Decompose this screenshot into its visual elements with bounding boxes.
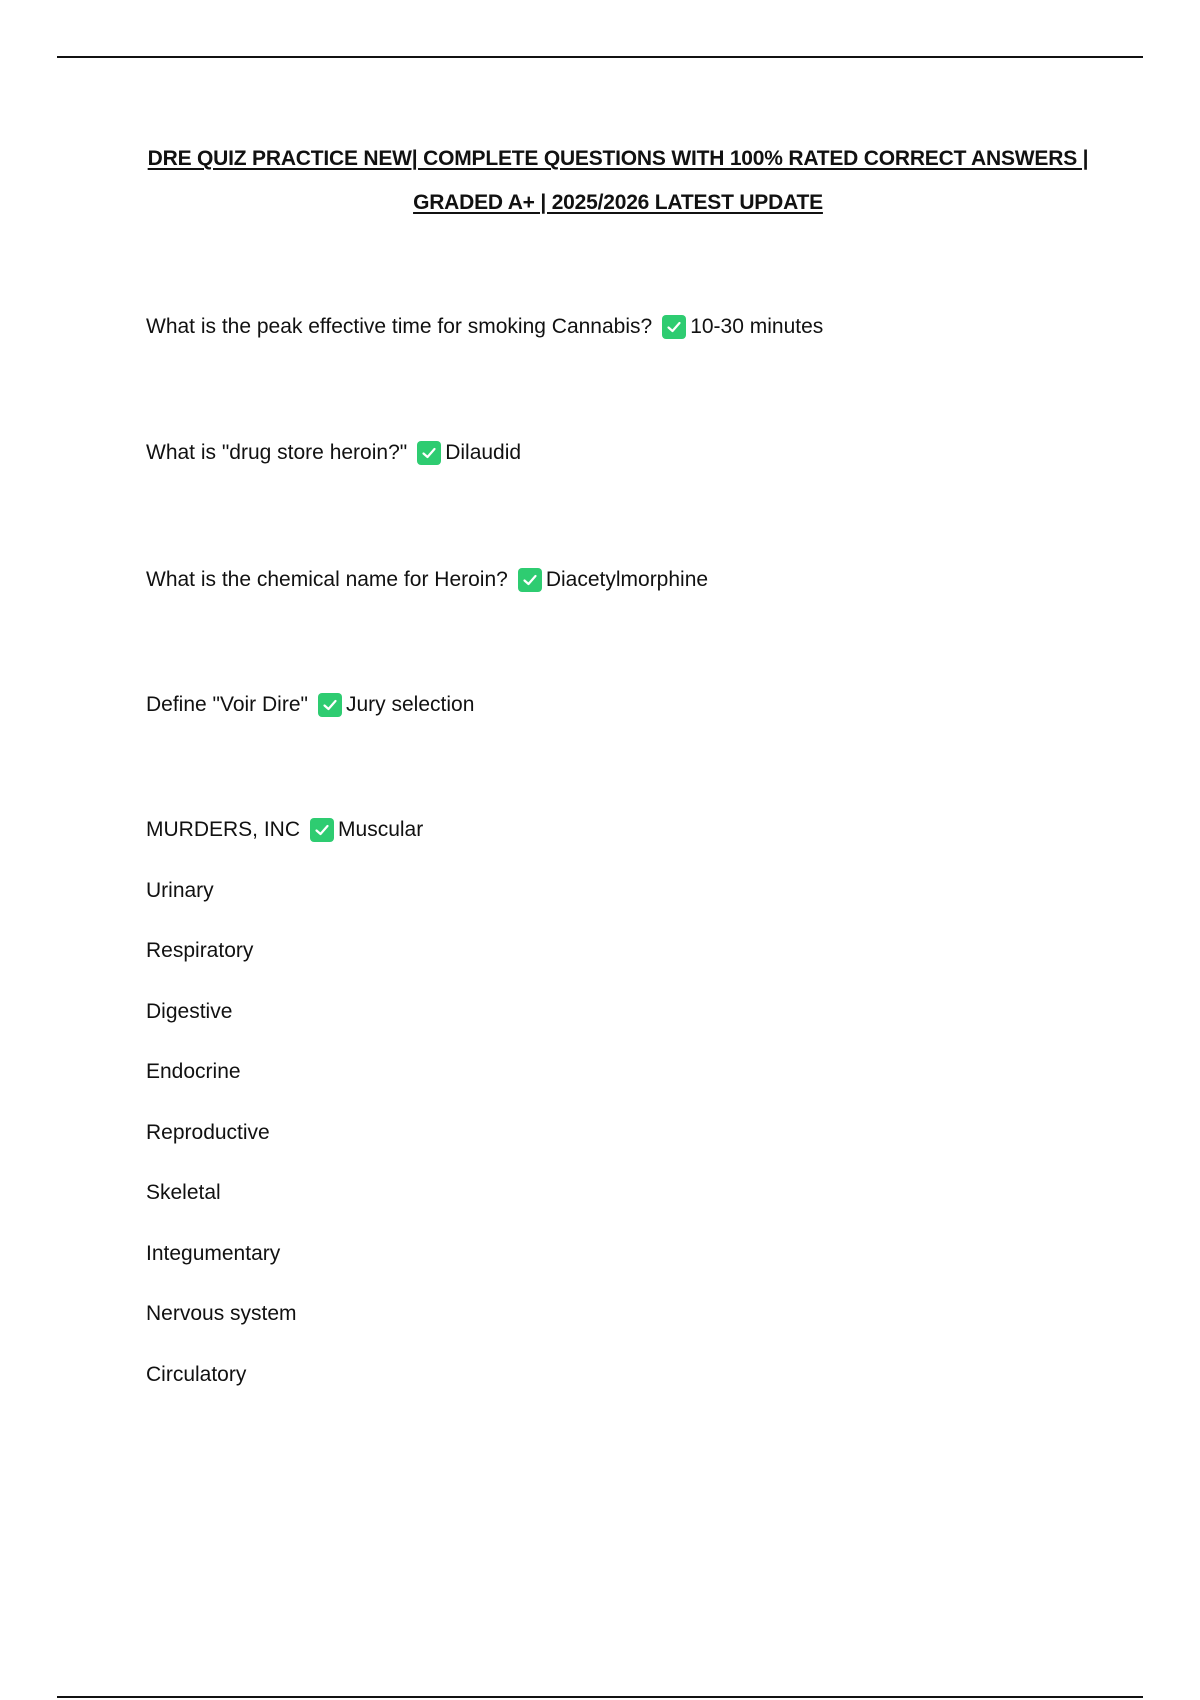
green-check-icon xyxy=(518,568,542,592)
answer-text: Muscular xyxy=(338,818,424,841)
green-check-icon xyxy=(318,693,342,717)
document-title-line-1: DRE QUIZ PRACTICE NEW| COMPLETE QUESTIONS WITH 100% RATED CORRECT ANSWERS | xyxy=(147,147,1089,170)
question-text: What is the peak effective time for smoking Cannabis? xyxy=(146,315,653,338)
list-item: Respiratory xyxy=(146,939,254,962)
answer-text: Dilaudid xyxy=(445,441,522,464)
question-text: Define "Voir Dire" xyxy=(146,693,308,716)
header-rule xyxy=(57,56,1143,58)
green-check-icon xyxy=(417,441,441,465)
list-item: Nervous system xyxy=(146,1302,297,1325)
list-item: Circulatory xyxy=(146,1363,247,1386)
green-check-icon xyxy=(310,818,334,842)
document-title-line-2: GRADED A+ | 2025/2026 LATEST UPDATE xyxy=(413,191,823,214)
qa-item-peak-time xyxy=(146,313,823,341)
footer-rule xyxy=(57,1696,1143,1698)
question-text: What is "drug store heroin?" xyxy=(146,441,408,464)
answer-text: 10-30 minutes xyxy=(690,315,824,338)
question-text: What is the chemical name for Heroin? xyxy=(146,568,508,591)
qa-item-voir-dire xyxy=(146,691,474,719)
answer-text: Jury selection xyxy=(345,693,475,716)
list-item: Reproductive xyxy=(146,1121,270,1144)
list-item: Endocrine xyxy=(146,1060,241,1083)
list-item: Urinary xyxy=(146,879,214,902)
question-text: MURDERS, INC xyxy=(146,818,301,841)
list-item: Integumentary xyxy=(146,1242,281,1265)
green-check-icon xyxy=(662,315,686,339)
qa-item-heroin-chemical-name xyxy=(146,566,708,594)
list-item: Skeletal xyxy=(146,1181,221,1204)
answer-text: Diacetylmorphine xyxy=(545,568,709,591)
list-item: Digestive xyxy=(146,1000,233,1023)
qa-item-drug-store-heroin xyxy=(146,439,521,467)
qa-item-murders-inc xyxy=(146,816,423,844)
